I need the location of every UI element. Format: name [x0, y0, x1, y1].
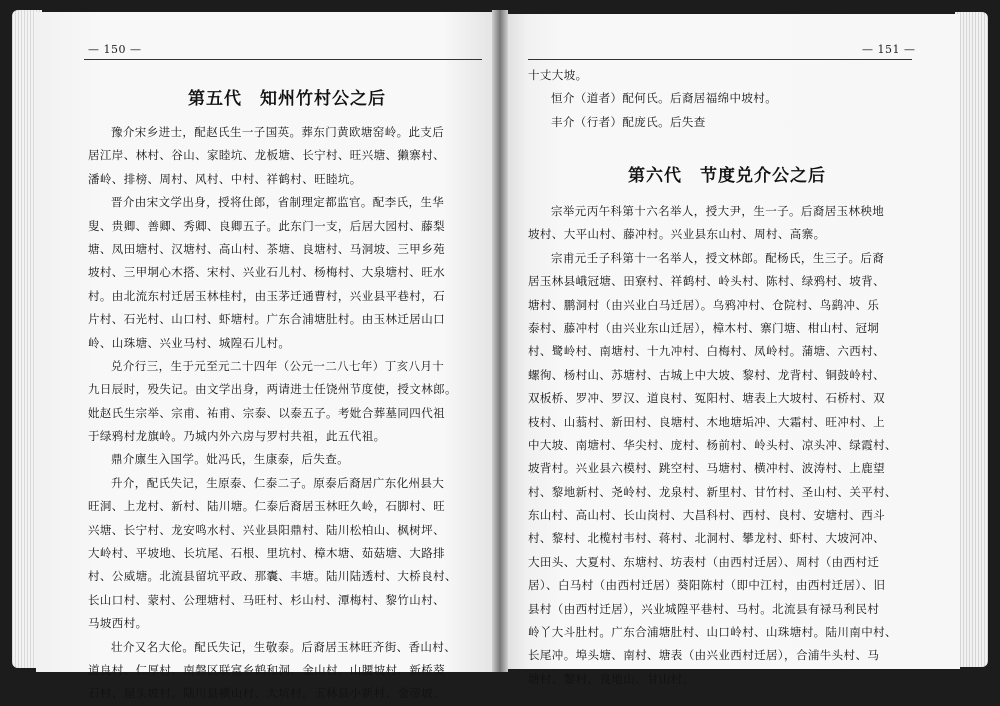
book-gutter — [492, 10, 508, 672]
text-line: 村、黎村、北榄村韦村、蒋村、北洞村、攀龙村、虾村、大坡河冲、 — [528, 531, 885, 546]
text-line: 大田头、大夏村、东塘村、坊表村（由西村迁居）、周村（由西村迁 — [528, 554, 880, 569]
text-line: 中大坡、南塘村、华尖村、庞村、杨前村、岭头村、凉头冲、绿霞村、 — [528, 437, 897, 452]
text-line: 居玉林县峨冠塘、田寮村、祥鹤村、岭头村、陈村、绿鸦村、坡背、 — [528, 274, 885, 289]
text-line: 十丈大坡。 — [528, 68, 588, 82]
text-line: 长山口村、蒙村、公理塘村、马旺村、杉山村、潭梅村、黎竹山村、 — [88, 592, 445, 607]
text-line: 片村、石光村、山口村、虾塘村。广东合浦塘肚村。由玉林迁居山口 — [88, 312, 445, 327]
text-line: 晋介由宋文学出身，授将仕郎，省制理定都监官。配李氏，生华 — [111, 195, 445, 210]
text-line: 宗举元丙午科第十六名举人，授大尹，生一子。后裔居玉林秧地 — [551, 204, 885, 218]
text-line: 旺洞、上龙村、新村、陆川塘。仁泰后裔居玉林旺久岭，石脚村、旺 — [88, 499, 445, 514]
text-line: 村。由北流东村迁居玉林桂村，由玉茅迁通曹村，兴业县平巷村，石 — [88, 288, 445, 303]
text-line: 县村（由西村迁居），兴业城隍平巷村、马村。北流县有禄马利民村 — [528, 601, 880, 616]
text-line: 东山村、高山村、长山岗村、大昌科村、西村、良村、安塘村、西斗 — [528, 508, 885, 523]
text-line: 马坡西村。 — [88, 616, 148, 631]
left-header-rule — [84, 59, 482, 60]
text-line: 双板桥、罗冲、罗汉、道良村、冤阳村、塘表上大坡村、石桥村、双 — [528, 391, 885, 406]
left-chapter-title: 第五代 知州竹村公之后 — [188, 89, 386, 109]
right-header-rule — [528, 59, 912, 60]
text-line: 岭丫大斗肚村。广东合浦塘肚村、山口岭村、山珠塘村。陆川南中村、 — [528, 625, 897, 640]
text-line: 塘村、黎村、良地山、甘山村。 — [528, 671, 695, 686]
text-line: 塘、凤田塘村、汉塘村、高山村、茶塘、良塘村、马洞坡、三甲乡苑 — [88, 241, 445, 256]
text-line: 大岭村、平坡地、长坑尾、石根、里坑村、樟木塘、茹菇塘、大路排 — [88, 546, 445, 561]
right-top-text — [528, 64, 777, 134]
text-line: 居江岸、林村、谷山、家睦坑、龙板塘、长宁村、旺兴塘、獭寨村、 — [88, 148, 445, 163]
right-page-number: — 151 — — [862, 43, 916, 56]
text-line: 升介，配氏失记，生原泰、仁泰二子。原泰后裔居广东化州县大 — [111, 475, 445, 490]
text-line: 潘岭、排榜、周村、风村、中村、祥鹤村、旺睦坑。 — [88, 171, 362, 186]
text-line: 道良村、仁厚村、南磐区联富乡鹤和洞、金山村、山腰坡村、新桥葵 — [88, 662, 445, 677]
text-line: 宗甫元壬子科第十一名举人，授文林郎。配杨氏，生三子。后裔 — [551, 250, 885, 265]
text-line: 鼎介廪生入国学。妣冯氏，生康泰，后失查。 — [111, 452, 349, 467]
text-line: 枝村、山蓊村、新田村、良塘村、木地塘垢冲、大霜村、旺冲村、上 — [528, 414, 885, 429]
left-body-text — [88, 121, 457, 706]
text-line: 坡背村。兴业县六模村、跳空村、马塘村、横冲村、波涛村、上鹿望 — [528, 461, 885, 476]
text-line: 石村、屋头坡村。陆川县横山村、大坑村。玉林县小新村、金帝坡、 — [88, 686, 445, 701]
text-line: 坡村、三甲垌心木搭、宋村、兴业石儿村、杨梅村、大泉塘村、旺水 — [88, 265, 445, 280]
text-line: 兑介行三，生于元至元二十四年（公元一二八七年）丁亥八月十 — [111, 358, 445, 373]
left-page-number: — 150 — — [88, 43, 142, 56]
text-line: 妣赵氏生宗举、宗甫、祐甫、宗泰、以泰五子。考妣合葬墓同四代祖 — [88, 405, 445, 420]
text-line: 豫介宋乡进士，配赵氏生一子国英。葬东门黄欧塘窑岭。此支后 — [111, 125, 445, 139]
right-chapter-title: 第六代 节度兑介公之后 — [628, 166, 826, 186]
right-body-text — [528, 200, 897, 691]
text-line: 于绿鸦村龙旗岭。乃城内外六房与罗村共祖，此五代祖。 — [88, 429, 386, 444]
text-line: 居）、白马村（由西村迁居）葵阳陈村（即中江村，由西村迁居）、旧 — [528, 578, 886, 593]
text-line: 岭、山珠塘、兴业马村、城隍石儿村。 — [88, 335, 291, 350]
text-line: 叟、贵卿、善卿、秀卿、良卿五子。此东门一支，后居大园村、藤梨 — [88, 218, 445, 233]
text-line: 泰村、藤冲村（由兴业东山迁居），樟木村、寨门塘、柑山村、冠垌 — [528, 320, 880, 335]
text-line: 村、鹭岭村、南塘村、十九冲村、白梅村、凤岭村。蒲塘、六西村、 — [528, 344, 885, 359]
text-line: 塘村、鹏洞村（由兴业白马迁居）。乌鸦冲村、仓院村、鸟鹞冲、乐 — [528, 297, 880, 312]
text-line: 兴塘、长宁村、龙安鸣水村、兴业县阳鼎村、陆川松柏山、枫树坪、 — [88, 522, 445, 537]
text-line: 村、黎地新村、尧岭村、龙泉村、新里村、甘竹村、圣山村、关平村、 — [528, 484, 897, 499]
text-line: 九日辰时，殁失记。由文学出身，两请进士任饶州节度使，授文林郎。 — [88, 382, 457, 397]
text-line: 丰介（行者）配庞氏。后失查 — [551, 114, 706, 129]
text-line: 螺徇、杨村山、苏塘村、古城上中大坡、黎村、龙背村、铜鼓岭村、 — [528, 367, 885, 382]
text-line: 恒介（道者）配何氏。后裔居福绵中坡村。 — [551, 91, 778, 106]
text-line: 壮介又名大伦。配氏失记，生敬泰。后裔居玉林旺齐街、香山村、 — [111, 639, 457, 654]
text-line: 村、公威塘。北流县留坑平政、那囊、丰塘。陆川陆透村、大桥良村、 — [88, 569, 457, 584]
text-line: 长尾冲。埠头塘、南村、塘表（由兴业西村迁居），合浦牛头村、马 — [528, 648, 880, 663]
text-line: 坡村、大平山村、藤冲村。兴业县东山村、周村、高寨。 — [528, 227, 826, 242]
